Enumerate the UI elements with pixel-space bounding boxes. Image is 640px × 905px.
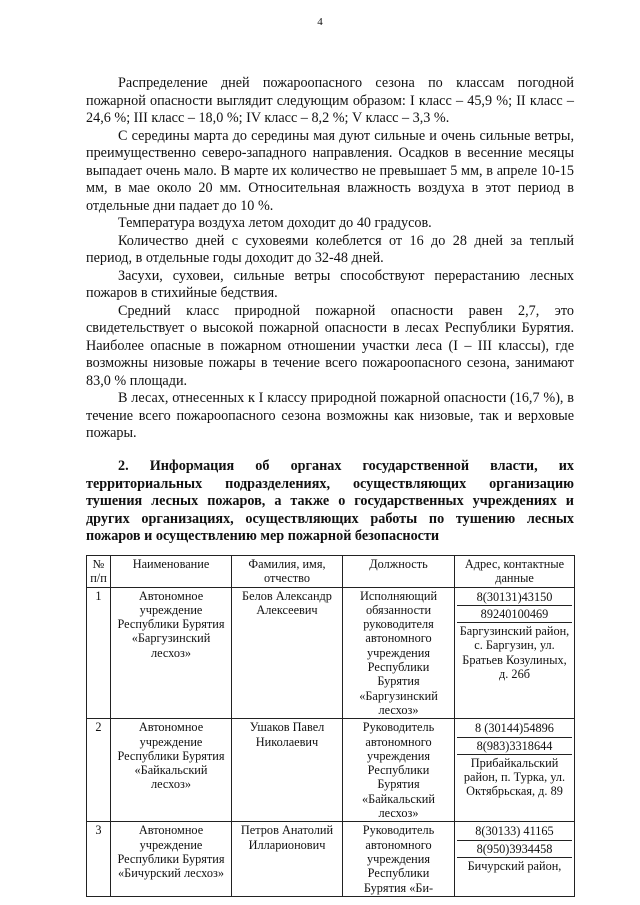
org-name: Автономное учреждение Республики Бурятия «Баргузинский лесхоз» [111, 587, 232, 719]
contacts [455, 587, 575, 719]
position: Руководитель автономного учреждения Республики Бурятия «Би- [343, 822, 455, 896]
mobile-phone: 8(983)3318644 [457, 738, 572, 755]
address: Прибайкальский район, п. Турка, ул. Октябрьская, д. 89 [463, 755, 566, 799]
table-row [87, 719, 575, 822]
position: Руководитель автономного учреждения Республики Бурятия «Байкальский лесхоз» [343, 719, 455, 822]
paragraph: С середины марта до середины мая дуют сильные и очень сильные ветры, преимущественно северо-западного направления. Осадков в весенние месяцы выпадает очень мало. В марте их количество не превышает 5 мм, в апреле 10-15 мм, в мае около 20 мм. Относительная влажность воздуха в этот период в отдельные дни падает до 10 %. [86, 127, 574, 214]
mobile-phone: 89240100469 [457, 606, 572, 623]
paragraph: Распределение дней пожароопасного сезона по классам погодной пожарной опасности выглядит следующим образом: I класс – 45,9 %; II класс – 24,6 %; III класс – 18,0 %; IV класс – 8,2 %; V класс – 3,3 %. [86, 75, 574, 126]
contacts [455, 822, 575, 896]
address: Бичурский район, [467, 858, 562, 873]
header-position: Должность [343, 556, 455, 588]
phone: 8(30133) 41165 [457, 823, 572, 840]
position: Исполняющий обязанности руководителя автономного учреждения Республики Бурятия «Баргузинский лесхоз» [343, 587, 455, 719]
org-name: Автономное учреждение Республики Бурятия «Байкальский лесхоз» [111, 719, 232, 822]
body-text [86, 75, 574, 443]
org-name: Автономное учреждение Республики Бурятия «Бичурский лесхоз» [111, 822, 232, 896]
header-person: Фамилия, имя, отчество [232, 556, 343, 588]
paragraph: Засухи, суховеи, сильные ветры способствуют перерастанию лесных пожаров в стихийные бедствия. [86, 267, 574, 301]
table-header-row [87, 556, 575, 588]
person-name: Петров Анатолий Илларионович [232, 822, 343, 896]
address: Баргузинский район, с. Баргузин, ул. Братьев Козулиных, д. 26б [459, 624, 570, 682]
header-name: Наименование [111, 556, 232, 588]
row-num: 3 [87, 822, 111, 896]
person-name: Ушаков Павел Николаевич [232, 719, 343, 822]
phone: 8 (30144)54896 [457, 720, 572, 737]
row-num: 1 [87, 587, 111, 719]
header-num: № п/п [87, 556, 111, 588]
row-num: 2 [87, 719, 111, 822]
paragraph: Средний класс природной пожарной опасности равен 2,7, это свидетельствует о высокой пожарной опасности в лесах Республики Бурятия. Наиболее опасные в пожарном отношении участки леса (I – III классы), где возможны низовые пожары в течение всего пожароопасного сезона, занимают 83,0 % площади. [86, 302, 574, 389]
organizations-table [86, 555, 575, 897]
page-number: 4 [317, 16, 323, 28]
table-row [87, 587, 575, 719]
paragraph: Температура воздуха летом доходит до 40 градусов. [118, 215, 432, 231]
table-row [87, 822, 575, 896]
person-name: Белов Александр Алексеевич [232, 587, 343, 719]
header-address: Адрес, контактные данные [455, 556, 575, 588]
contacts [455, 719, 575, 822]
paragraph: В лесах, отнесенных к I классу природной пожарной опасности (16,7 %), в течение всего пожароопасного сезона возможны как низовые, так и верховые пожары. [86, 390, 574, 441]
phone: 8(30131)43150 [457, 589, 572, 606]
section-heading: 2. Информация об органах государственной власти, их территориальных подразделениях, осуществляющих организацию тушения лесных пожаров, а также о государственных учреждениях и других организациях, осуществляющих работы по тушению лесных пожаров и осуществлению мер пожарной безопасности [86, 458, 574, 544]
mobile-phone: 8(950)3934458 [457, 841, 572, 858]
paragraph: Количество дней с суховеями колеблется от 16 до 28 дней за теплый период, в отдельные годы доходит до 32-48 дней. [86, 232, 574, 266]
